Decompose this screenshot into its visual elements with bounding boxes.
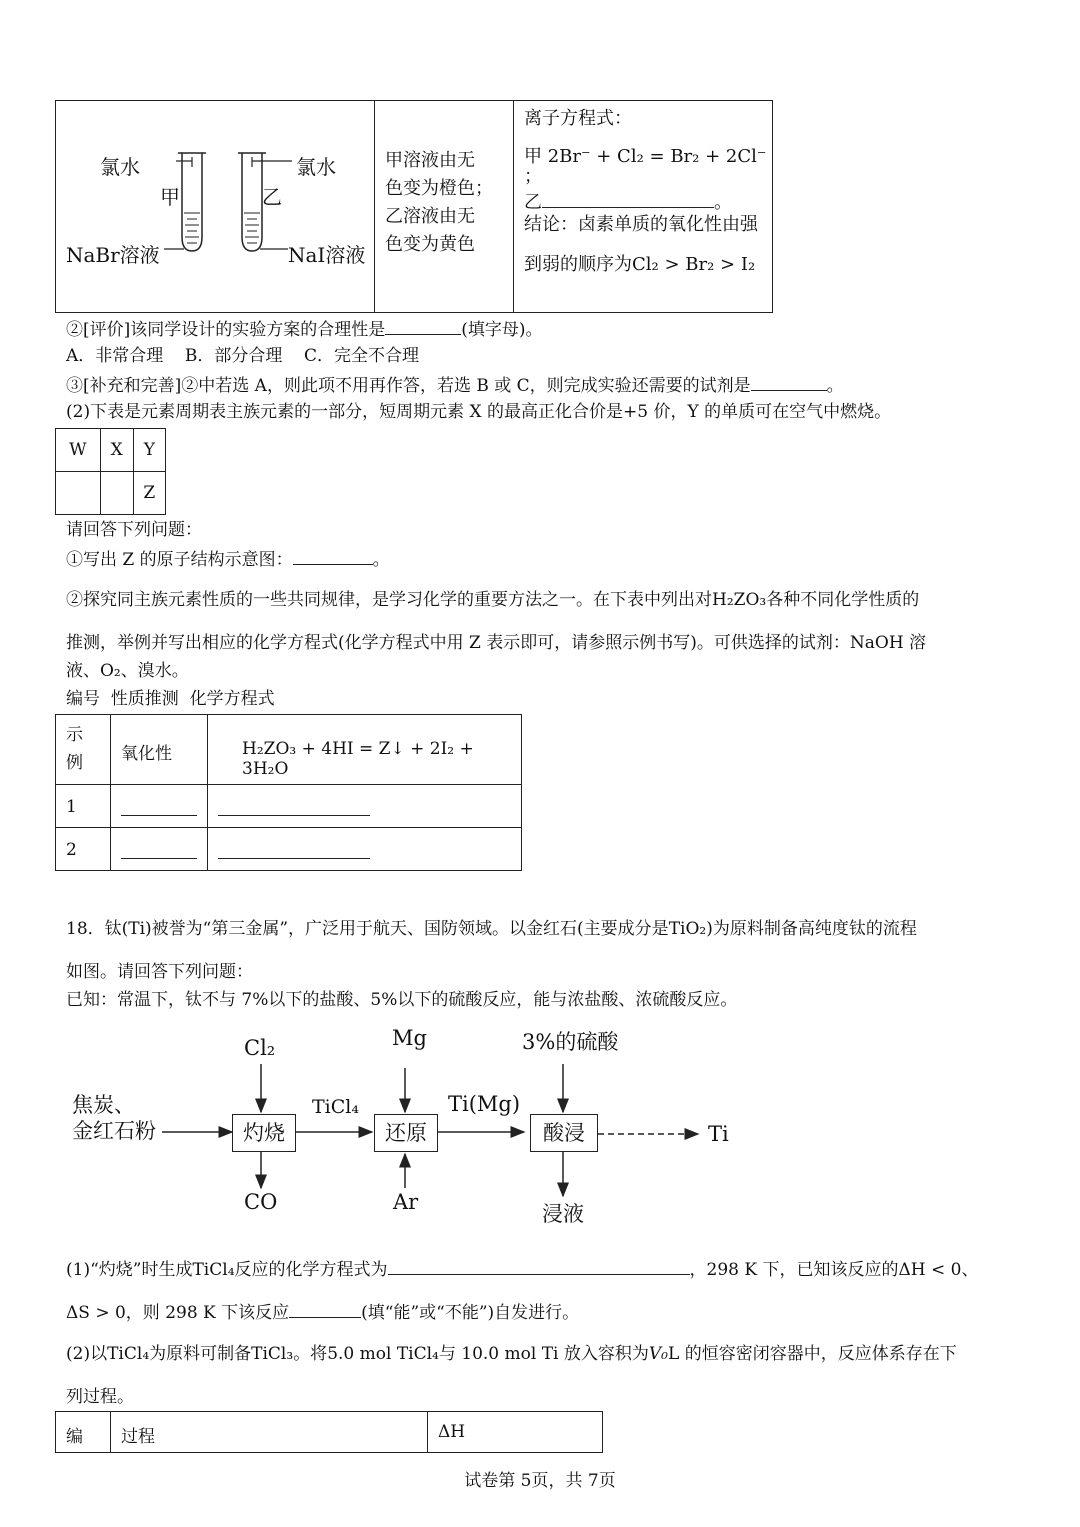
eval-options: A．非常合理 B．部分合理 C．完全不合理 — [66, 346, 420, 366]
sub1-question: ①写出 Z 的原子结构示意图： 。 — [66, 546, 390, 572]
process-col-number: 编 — [56, 1412, 111, 1453]
conclusion-line2: 到弱的顺序为Cl₂ > Br₂ > I₂ — [524, 254, 756, 275]
q2-intro: (2)下表是元素周期表主族元素的一部分，短周期元素 X 的最高正化合价是+5 价，Y 的单质可在空气中燃烧。 — [66, 402, 892, 422]
phenomenon-line: 乙溶液由无 — [385, 206, 475, 227]
row2-equation-cell — [208, 828, 522, 871]
eval-answer-blank[interactable] — [385, 316, 461, 335]
sub2-line2: 推测，举例并写出相应的化学方程式(化学方程式中用 Z 表示即可，请参照示例书写)。可供选择的试剂：NaOH 溶 — [66, 633, 927, 653]
process-table — [55, 1411, 603, 1453]
q18-known: 已知：常温下，钛不与 7%以下的盐酸、5%以下的硫酸反应，能与浓盐酸、浓硫酸反应。 — [66, 990, 738, 1010]
tio2-formula: TiO₂ — [668, 919, 707, 939]
supplement-question: ③[补充和完善]②中若选 A，则此项不用再作答，若选 B 或 C，则完成实验还需要的试剂是 。 — [66, 372, 844, 398]
row1-equation-blank[interactable] — [218, 797, 370, 816]
cell-w: W — [56, 429, 101, 472]
label-tube-jia: 甲 — [160, 185, 180, 209]
example-label-cell: 示 例 — [56, 715, 111, 785]
h2zo3-formula: H₂ZO₃ — [712, 590, 767, 610]
label-tube-yi: 乙 — [262, 185, 282, 209]
halogen-order: Cl₂ > Br₂ > I₂ — [632, 254, 756, 275]
flow-ti: Ti — [708, 1122, 729, 1146]
sub1-answer-blank[interactable] — [293, 546, 373, 565]
phenomenon-line: 色变为橙色； — [385, 178, 493, 199]
eval-question: ②[评价]该同学设计的实验方案的合理性是 (填字母)。 — [66, 316, 543, 342]
cell-z: Z — [133, 472, 165, 515]
example-equation: H₂ZO₃ + 4HI = Z↓ + 2I₂ + 3H₂O — [208, 715, 522, 785]
label-chlorine-water-left: 氯水 — [100, 155, 140, 179]
label-chlorine-water-right: 氯水 — [296, 155, 336, 179]
jia-equation: 2Br⁻ + Cl₂ = Br₂ + 2Cl⁻ — [547, 146, 767, 167]
row2-equation-blank[interactable] — [218, 840, 370, 859]
p1-equation-blank[interactable] — [388, 1256, 690, 1275]
jia-equation-line: 甲 2Br⁻ + Cl₂ = Br₂ + 2Cl⁻ ； — [524, 146, 767, 187]
test-tubes-diagram — [56, 101, 374, 312]
cell-y: Y — [133, 429, 165, 472]
q18-p2-line2: 列过程。 — [66, 1387, 134, 1407]
ionic-title: 离子方程式： — [524, 108, 632, 129]
q18-intro-line1: 18．钛(Ti)被誉为“第三金属”，广泛用于航天、国防领域。以金红石(主要成分是TiO₂)为原料制备高纯度钛的流程 — [66, 919, 917, 939]
phenomenon-line: 色变为黄色 — [385, 234, 475, 255]
flow-acid: 3%的硫酸 — [522, 1030, 619, 1054]
conclusion-cell — [514, 101, 773, 313]
q18-p1-line1: (1)“灼烧”时生成TiCl₄反应的化学方程式为 ，298 K 下，已知该反应的ΔH < 0、 — [66, 1256, 978, 1282]
p1-spontaneous-blank[interactable] — [289, 1299, 361, 1318]
row2-property-cell — [111, 828, 208, 871]
phenomenon-line: 甲溶液由无 — [385, 150, 475, 171]
process-col-process: 过程 — [111, 1412, 428, 1453]
sub2-line3: 液、O₂、溴水。 — [66, 661, 189, 681]
flow-leachate: 浸液 — [542, 1202, 584, 1226]
row2-property-blank[interactable] — [121, 840, 197, 859]
supplement-answer-blank[interactable] — [751, 372, 827, 391]
example-property: 氧化性 — [111, 715, 208, 785]
experiment-table — [55, 100, 773, 313]
sub2-line1: ②探究同主族元素性质的一些共同规律，是学习化学的重要方法之一。在下表中列出对H₂ZO₃各种不同化学性质的 — [66, 590, 920, 610]
row-number: 1 — [56, 785, 111, 828]
yi-equation-blank[interactable] — [542, 189, 714, 208]
yi-equation-line: 乙 。 — [524, 189, 772, 215]
flow-input: 焦炭、 金红石粉 — [72, 1093, 156, 1143]
row-number: 2 — [56, 828, 111, 871]
apparatus-cell — [56, 101, 375, 313]
page-footer: 试卷第 5页，共 7页 — [464, 1471, 616, 1491]
cell-x: X — [100, 429, 133, 472]
cell-empty — [100, 472, 133, 515]
flow-ti-mg: Ti(Mg) — [448, 1092, 521, 1116]
row1-property-blank[interactable] — [121, 797, 197, 816]
label-nabr-solution: NaBr溶液 — [66, 243, 160, 267]
flow-reduce-box: 还原 — [374, 1114, 438, 1152]
flow-leach-box: 酸浸 — [530, 1114, 598, 1152]
periodic-table-fragment — [55, 428, 166, 515]
process-col-dh: ΔH — [428, 1412, 603, 1453]
flow-mg: Mg — [392, 1026, 427, 1050]
flow-burn-box: 灼烧 — [232, 1114, 296, 1152]
property-table-header: 编号 性质推测 化学方程式 — [66, 689, 275, 709]
q18-p1-line2: ΔS > 0，则 298 K 下该反应 (填“能”或“不能”)自发进行。 — [66, 1299, 579, 1325]
q18-intro-line2: 如图。请回答下列问题： — [66, 962, 253, 982]
please-answer: 请回答下列问题： — [66, 520, 202, 540]
cell-empty — [56, 472, 101, 515]
flow-co: CO — [244, 1190, 278, 1214]
conclusion-line1: 结论：卤素单质的氧化性由强 — [524, 214, 758, 235]
phenomenon-cell — [375, 101, 514, 313]
row1-property-cell — [111, 785, 208, 828]
flow-ar: Ar — [393, 1190, 419, 1214]
flow-ticl4: TiCl₄ — [312, 1096, 359, 1118]
property-table — [55, 714, 522, 871]
flow-cl2: Cl₂ — [244, 1036, 276, 1060]
label-nai-solution: NaI溶液 — [288, 243, 366, 267]
q18-p2-line1: (2)以TiCl₄为原料可制备TiCl₃。将5.0 mol TiCl₄与 10.0 mol Ti 放入容积为V₀L 的恒容密闭容器中，反应体系存在下 — [66, 1344, 957, 1364]
row1-equation-cell — [208, 785, 522, 828]
